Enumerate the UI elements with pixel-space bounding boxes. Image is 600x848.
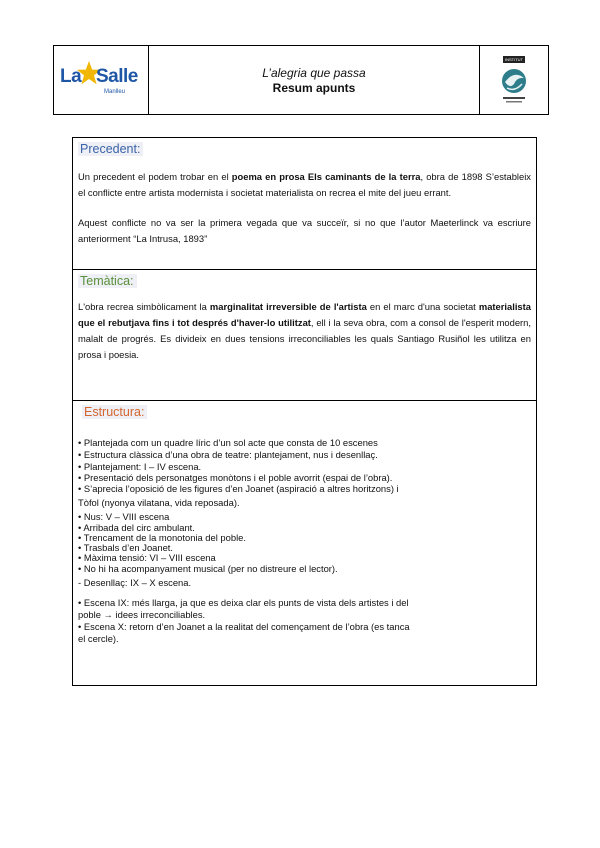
bold-run: materialista que el rebutjava fins i tot després d'haver-lo utilitzat [78, 301, 531, 328]
tematica-paragraph [78, 299, 531, 363]
title-cell [149, 46, 480, 114]
text-run: Un precedent el podem trobar en el [78, 171, 232, 182]
section-estructura [73, 400, 536, 685]
list-item: • Arribada del circ ambulant. [78, 522, 195, 533]
list-item: • Trencament de la monotonia del poble. [78, 532, 246, 543]
list-item: • Escena X: retorn d’en Joanet a la realitat del començament de l’obra (es tanca [78, 621, 410, 632]
logo-text-salle: Salle [96, 66, 138, 87]
list-item: Tòfol (nyonya vilatana, vida reposada). [78, 497, 240, 508]
list-item: • Nus: V – VIII escena [78, 511, 170, 522]
badge-cell [480, 46, 548, 114]
list-item: • Plantejament: I – IV escena. [78, 461, 202, 472]
notes-box [72, 137, 537, 686]
precedent-paragraph-1 [78, 169, 531, 201]
text-run: , obra de 1898 S’estableix el conflicte entre artista modernista i societat materialista on recrea el mite del jueu errant. [78, 171, 531, 198]
logo-text-la: La [60, 66, 82, 87]
list-item: • Trasbals d’en Joanet. [78, 542, 174, 553]
list-item: - Desenllaç: IX – X escena. [78, 577, 192, 588]
section-precedent [73, 138, 536, 269]
list-item: • No hi ha acompanyament musical (per no distreure el lector). [78, 563, 338, 574]
bold-run: marginalitat irreversible de l'artista [209, 301, 367, 312]
section-tematica [73, 269, 536, 400]
heading-tematica: Temàtica: [78, 274, 137, 288]
logo-subtext: Manlleu [104, 89, 126, 95]
list-item: • Màxima tensió: VI – VIII escena [78, 552, 216, 563]
text-run: L'obra recrea simbòlicament la [78, 301, 210, 312]
document-title: L’alegria que passa [262, 65, 366, 80]
structure-list [78, 437, 531, 645]
logo-cell [54, 46, 149, 114]
list-item: • Estructura clàssica d’una obra de teatre: plantejament, nus i desenllaç. [78, 449, 378, 460]
precedent-paragraph-2: Aquest conflicte no va ser la primera vegada que va succeïr, si no que l’autor Maeterlinck va escriure anteriorment “La Intrusa, 1893” [78, 217, 531, 244]
bold-run: poema en prosa Els caminants de la terra [231, 171, 421, 182]
document-subtitle: Resum apunts [272, 80, 356, 95]
list-item: poble → idees irreconciliables. [78, 609, 206, 620]
text-run: en el marc d'una societat [366, 301, 479, 312]
list-item: • Escena IX: més llarga, ja que es deixa clar els punts de vista dels artistes i del [78, 597, 409, 608]
list-item: • S’aprecia l’oposició de les figures d’en Joanet (aspiració a altres horitzons) i [78, 483, 399, 494]
heading-estructura: Estructura: [82, 405, 147, 419]
list-item: el cercle). [78, 633, 119, 644]
list-item: • Plantejada com un quadre líric d’un sol acte que consta de 10 escenes [78, 437, 378, 448]
institution-emblem-icon [497, 66, 531, 104]
badge-label: INSTITUT [505, 57, 523, 62]
document-header [53, 45, 549, 115]
lasalle-logo [58, 60, 144, 100]
list-item: • Presentació dels personatges monòtons i el poble avorrit (espai de l’obra). [78, 472, 393, 483]
text-run: , ell i la seva obra, com a consol de l'esperit modern, malalt de progrés. Es divideix en dues tensions irreconciliables les quals Santiago Rusiñol les utilitza en prosa i poesia. [78, 317, 531, 360]
heading-precedent: Precedent: [78, 142, 143, 156]
